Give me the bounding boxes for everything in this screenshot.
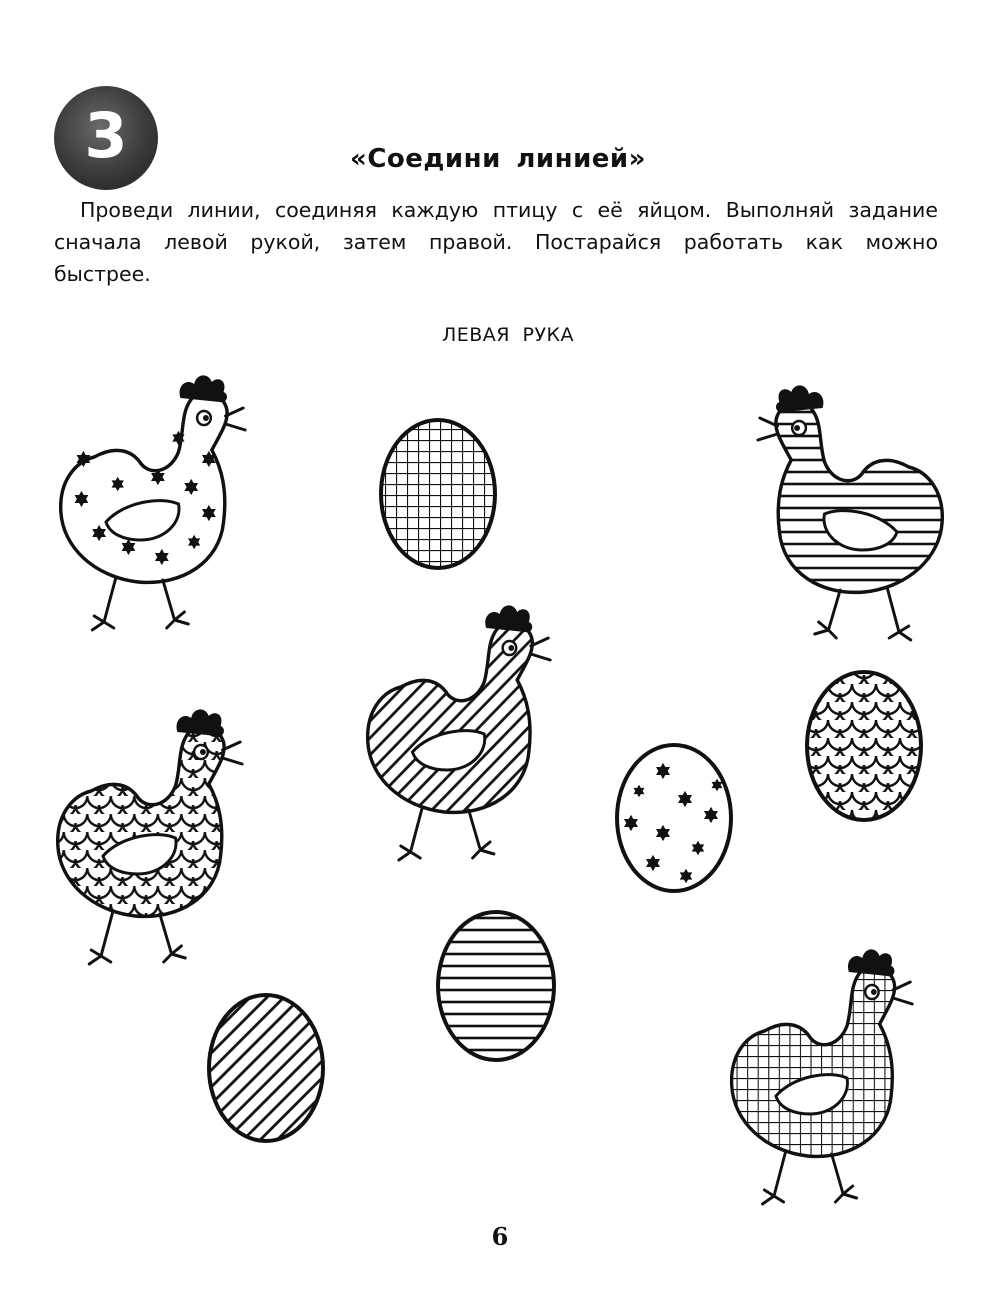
egg-scales [807,672,921,820]
hand-label: ЛЕВАЯ РУКА [441,324,575,346]
egg-grid [381,420,495,568]
egg-diagonal-stripes [209,995,323,1141]
hen-grid [732,949,913,1204]
task-number: 3 [84,99,128,172]
egg-stars [617,745,731,891]
page-number: 6 [491,1222,509,1251]
task-instructions: Проведи линии, соединяя каждую птицу с её яйцом. Выполняй задание сначала левой рукой, затем правой. Постарайся работать как можно быстрее. [54,198,938,286]
hen-stars [61,375,245,630]
hen-diagonal-stripes [368,605,551,860]
page-title: «Соедини линией» [350,144,646,174]
hen-horizontal-stripes [758,385,942,640]
hen-scales [58,709,242,964]
egg-horizontal-stripes [438,912,554,1060]
